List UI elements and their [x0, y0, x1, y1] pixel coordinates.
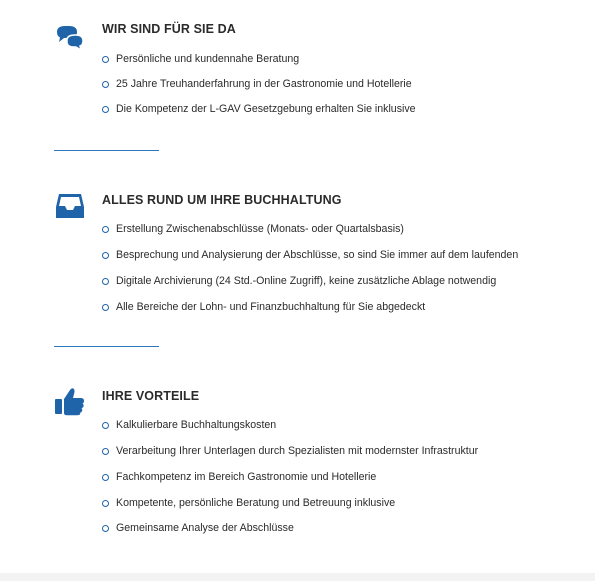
list-item: Gemeinsame Analyse der Abschlüsse: [102, 522, 478, 535]
section-divider: [54, 150, 159, 151]
bullet-icon: [102, 422, 109, 429]
list-item: Digitale Archivierung (24 Std.-Online Zugriff), keine zusätzliche Ablage notwendig: [102, 275, 518, 288]
bullet-icon: [102, 278, 109, 285]
list-item: Alle Bereiche der Lohn- und Finanzbuchhaltung für Sie abgedeckt: [102, 301, 518, 314]
list-item: Kalkulierbare Buchhaltungskosten: [102, 419, 478, 432]
list-item: 25 Jahre Treuhanderfahrung in der Gastronomie und Hotellerie: [102, 78, 416, 91]
feature-list: [102, 419, 478, 535]
feature-list: [102, 223, 518, 314]
bullet-icon: [102, 56, 109, 63]
bullet-icon: [102, 525, 109, 532]
list-item: Besprechung und Analysierung der Abschlüsse, so sind Sie immer auf dem laufenden: [102, 249, 518, 262]
list-item: Verarbeitung Ihrer Unterlagen durch Spezialisten mit modernster Infrastruktur: [102, 445, 478, 458]
bullet-icon: [102, 81, 109, 88]
bullet-icon: [102, 304, 109, 311]
footer-strip: [0, 573, 595, 581]
list-item: Die Kompetenz der L-GAV Gesetzgebung erhalten Sie inklusive: [102, 103, 416, 116]
section-divider: [54, 346, 159, 347]
bullet-icon: [102, 500, 109, 507]
bullet-icon: [102, 226, 109, 233]
list-item: Erstellung Zwischenabschlüsse (Monats- oder Quartalsbasis): [102, 223, 518, 236]
bullet-icon: [102, 252, 109, 259]
section-title: ALLES RUND UM IHRE BUCHHALTUNG: [102, 193, 342, 207]
list-item: Persönliche und kundennahe Beratung: [102, 53, 416, 66]
section-title: IHRE VORTEILE: [102, 389, 200, 403]
section-title: WIR SIND FÜR SIE DA: [102, 22, 236, 36]
inbox-tray-icon: [54, 191, 86, 221]
thumbs-up-icon: [54, 386, 86, 416]
bullet-icon: [102, 106, 109, 113]
feature-list: [102, 53, 416, 116]
list-item: Fachkompetenz im Bereich Gastronomie und Hotellerie: [102, 471, 478, 484]
bullet-icon: [102, 448, 109, 455]
chat-bubbles-icon: [54, 22, 86, 52]
list-item: Kompetente, persönliche Beratung und Betreuung inklusive: [102, 497, 478, 510]
bullet-icon: [102, 474, 109, 481]
